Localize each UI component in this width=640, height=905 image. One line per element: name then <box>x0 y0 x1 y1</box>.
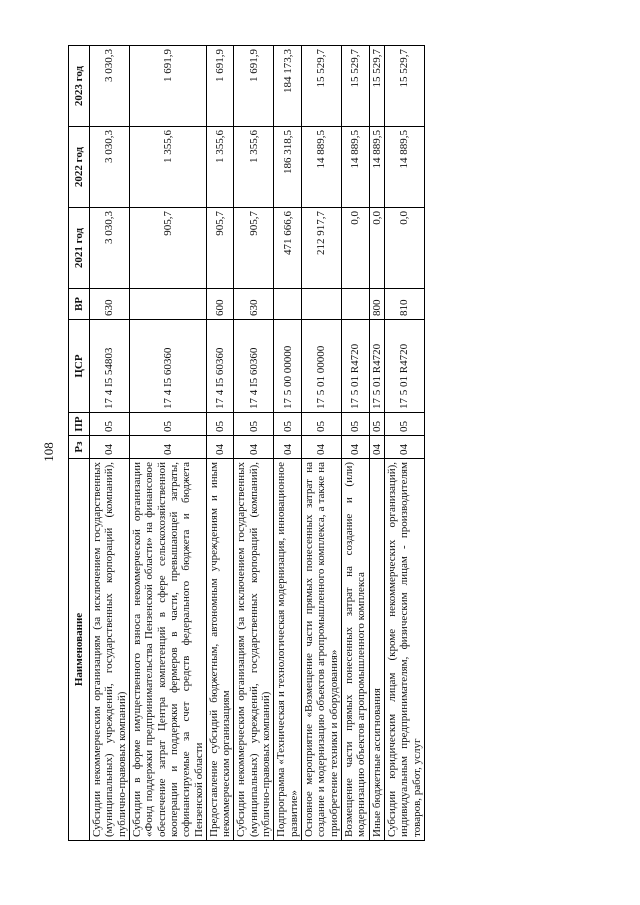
col-header-2022: 2022 год <box>69 127 90 208</box>
row-value-2021: 0,0 <box>384 208 424 289</box>
row-rz: 04 <box>274 436 302 459</box>
row-value-2023: 1 691,9 <box>234 46 274 127</box>
row-value-2023: 1 691,9 <box>206 46 234 127</box>
row-csr: 17 5 01 R4720 <box>384 320 424 413</box>
row-rz: 04 <box>369 436 384 459</box>
row-value-2022: 14 889,5 <box>302 127 342 208</box>
row-csr: 17 4 I5 54803 <box>90 320 130 413</box>
row-vr: 630 <box>234 289 274 320</box>
row-name: Субсидии юридическим лицам (кроме некоммерческих организаций), индивидуальным предпринимателям, физическим лицам - производителям товаров, работ, услуг <box>384 459 424 841</box>
col-header-name: Наименование <box>69 459 90 841</box>
row-value-2023: 15 529,7 <box>341 46 369 127</box>
row-value-2023: 15 529,7 <box>384 46 424 127</box>
table-row <box>369 46 384 841</box>
col-header-pr: ПР <box>69 413 90 436</box>
row-value-2023: 15 529,7 <box>369 46 384 127</box>
table-row <box>129 46 206 841</box>
row-pr: 05 <box>234 413 274 436</box>
row-value-2021: 905,7 <box>129 208 206 289</box>
row-value-2023: 3 030,3 <box>90 46 130 127</box>
row-csr: 17 5 01 R4720 <box>341 320 369 413</box>
table-body <box>90 46 425 841</box>
budget-table <box>68 45 425 841</box>
row-name: Субсидии некоммерческим организациям (за исключением государственных (муниципальных) учреждений, государственных корпораций (компаний), публично-правовых компаний) <box>90 459 130 841</box>
row-rz: 04 <box>206 436 234 459</box>
row-rz: 04 <box>90 436 130 459</box>
row-pr: 05 <box>369 413 384 436</box>
table-row <box>90 46 130 841</box>
row-csr: 17 5 01 R4720 <box>369 320 384 413</box>
row-rz: 04 <box>341 436 369 459</box>
row-csr: 17 5 01 00000 <box>302 320 342 413</box>
row-vr: 630 <box>90 289 130 320</box>
row-value-2022: 14 889,5 <box>341 127 369 208</box>
row-value-2022: 1 355,6 <box>234 127 274 208</box>
col-header-2023: 2023 год <box>69 46 90 127</box>
row-vr: 600 <box>206 289 234 320</box>
row-value-2023: 1 691,9 <box>129 46 206 127</box>
row-pr: 05 <box>206 413 234 436</box>
row-name: Субсидии в форме имущественного взноса некоммерческой организации «Фонд поддержки предпринимательства Пензенской области» на финансовое обеспечение затрат Центра компетенций в сфере сельскохозяйственной кооперации и поддержки фермеров в части, превышающей затраты, софинансируемые за счет средств федерального бюджета и бюджета Пензенской области <box>129 459 206 841</box>
row-vr: 800 <box>369 289 384 320</box>
row-value-2021: 0,0 <box>369 208 384 289</box>
table-row <box>384 46 424 841</box>
row-value-2023: 184 173,3 <box>274 46 302 127</box>
row-pr: 05 <box>274 413 302 436</box>
row-vr <box>129 289 206 320</box>
row-pr: 05 <box>90 413 130 436</box>
table-row <box>341 46 369 841</box>
row-pr: 05 <box>302 413 342 436</box>
row-value-2021: 3 030,3 <box>90 208 130 289</box>
row-value-2021: 212 917,7 <box>302 208 342 289</box>
row-value-2022: 1 355,6 <box>206 127 234 208</box>
header-row <box>69 46 90 841</box>
col-header-rz: Рз <box>69 436 90 459</box>
col-header-vr: ВР <box>69 289 90 320</box>
row-csr: 17 4 I5 60360 <box>234 320 274 413</box>
row-csr: 17 4 I5 60360 <box>129 320 206 413</box>
row-value-2021: 471 666,6 <box>274 208 302 289</box>
table-row <box>274 46 302 841</box>
row-pr: 05 <box>341 413 369 436</box>
row-pr: 05 <box>129 413 206 436</box>
row-value-2023: 15 529,7 <box>302 46 342 127</box>
table-row <box>234 46 274 841</box>
col-header-2021: 2021 год <box>69 208 90 289</box>
row-value-2021: 0,0 <box>341 208 369 289</box>
rotated-budget-table-container <box>68 46 608 841</box>
row-rz: 04 <box>384 436 424 459</box>
row-pr: 05 <box>384 413 424 436</box>
col-header-csr: ЦСР <box>69 320 90 413</box>
row-name: Подпрограмма «Техническая и технологическая модернизация, инновационное развитие» <box>274 459 302 841</box>
row-rz: 04 <box>234 436 274 459</box>
row-value-2021: 905,7 <box>234 208 274 289</box>
row-vr <box>341 289 369 320</box>
row-rz: 04 <box>302 436 342 459</box>
row-vr <box>302 289 342 320</box>
row-csr: 17 4 I5 60360 <box>206 320 234 413</box>
row-name: Предоставление субсидий бюджетным, автономным учреждениям и иным некоммерческим организациям <box>206 459 234 841</box>
table-header <box>69 46 90 841</box>
row-name: Субсидии некоммерческим организациям (за исключением государственных (муниципальных) учреждений, государственных корпораций (компаний), публично-правовых компаний) <box>234 459 274 841</box>
row-name: Возмещение части прямых понесенных затрат на создание и (или) модернизацию объектов агропромышленного комплекса <box>341 459 369 841</box>
row-value-2022: 1 355,6 <box>129 127 206 208</box>
row-value-2021: 905,7 <box>206 208 234 289</box>
row-csr: 17 5 00 00000 <box>274 320 302 413</box>
table-row <box>206 46 234 841</box>
row-value-2022: 14 889,5 <box>369 127 384 208</box>
row-name: Основное мероприятие «Возмещение части прямых понесенных затрат на создание и модернизацию объектов агропромышленного комплекса, а также на приобретение техники и оборудования» <box>302 459 342 841</box>
row-value-2022: 14 889,5 <box>384 127 424 208</box>
row-value-2022: 186 318,5 <box>274 127 302 208</box>
row-vr: 810 <box>384 289 424 320</box>
row-vr <box>274 289 302 320</box>
table-row <box>302 46 342 841</box>
row-rz: 04 <box>129 436 206 459</box>
row-value-2022: 3 030,3 <box>90 127 130 208</box>
row-name: Иные бюджетные ассигнования <box>369 459 384 841</box>
page-number: 108 <box>40 442 56 462</box>
